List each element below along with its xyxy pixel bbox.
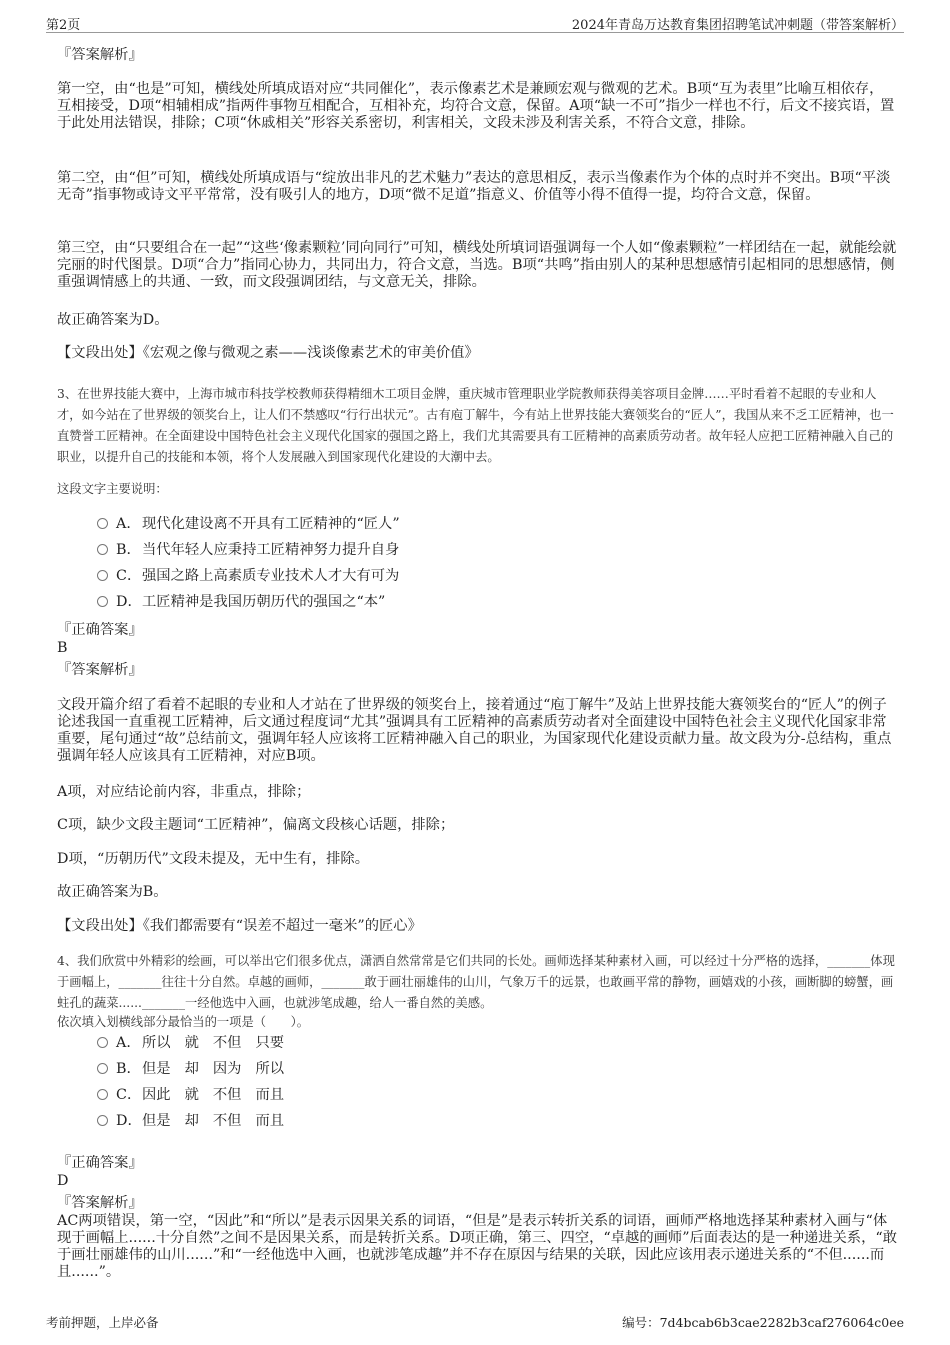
radio-button[interactable] [97, 518, 108, 529]
option-c-note: C项，缺少文段主题词“工匠精神”，偏离文段核心话题，排除； [57, 817, 455, 833]
correct-answer-value: B [57, 640, 68, 656]
source-citation: 【文段出处】《宏观之像与微观之素——浅谈像素艺术的审美价值》 [57, 345, 479, 361]
question-4-analysis: AC两项错误，第一空，“因此”和“所以”是表示因果关系的词语，“但是”是表示转折关系的词语，画师严格地选择某种素材入画与“体现于画幅上......十分自然”之间不是因果关系，而是转折关系。D项正确，第三、四空，“卓越的画师”后面表达的是一种递进关系，“敢于画壮丽雄伟的山川......”和“一经他选中入画，也就涉笔成趣”并不存在原因与结果的关联，因此应该用表示递进关系的“不但......而且......”。 [57, 1213, 897, 1280]
option-b[interactable]: B．但是 却 因为 所以 [97, 1059, 298, 1085]
radio-button[interactable] [97, 1037, 108, 1048]
radio-button[interactable] [97, 1115, 108, 1126]
analysis-paragraph-3: 第三空，由“只要组合在一起”“这些‘像素颗粒’同向同行”可知，横线处所填词语强调每一个人如“像素颗粒”一样团结在一起，就能绘就完丽的时代图景。D项“合力”指同心协力，共同出力，符合文意，当选。B项“共鸣”指由别人的某种思想感情引起相同的思想感情，侧重强调情感上的共通、一致，而文段强调团结，与文意无关，排除。 [57, 240, 897, 290]
answer-analysis-label: 『答案解析』 [57, 1195, 143, 1211]
option-a-note: A项，对应结论前内容，非重点，排除； [57, 784, 311, 800]
analysis-paragraph-2: 第二空，由“但”可知，横线处所填成语与“绽放出非凡的艺术魅力”表达的意思相反，表示当像素作为个体的点时并不突出。B项“平淡无奇”指事物或诗文平平常常，没有吸引人的地方，D项“微不足道”指意义、价值等小得不值得一提，均符合文意，保留。 [57, 170, 891, 203]
radio-button[interactable] [97, 570, 108, 581]
radio-button[interactable] [97, 596, 108, 607]
radio-button[interactable] [97, 544, 108, 555]
option-d[interactable]: D．工匠精神是我国历朝历代的强国之“本” [97, 592, 400, 618]
option-b[interactable]: B．当代年轻人应秉持工匠精神努力提升自身 [97, 540, 400, 566]
correct-answer-label: 『正确答案』 [57, 622, 143, 638]
question-4-prompt: 依次填入划横线部分最恰当的一项是（ ）。 [57, 1015, 310, 1029]
question-3-prompt: 这段文字主要说明： [57, 482, 168, 496]
option-a[interactable]: A．所以 就 不但 只要 [97, 1033, 298, 1059]
source-citation: 【文段出处】《我们都需要有“误差不超过一毫米”的匠心》 [57, 918, 422, 934]
conclusion: 故正确答案为B。 [57, 884, 168, 900]
analysis-paragraph-1: 第一空，由“也是”可知，横线处所填成语对应“共同催化”，表示像素艺术是兼顾宏观与微观的艺术。B项“互为表里”比喻互相依存，互相接受，D项“相辅相成”指两件事物互相配合，互相补充，均符合文意，保留。A项“缺一不可”指少一样也不行，后文不接宾语，置于此处用法错误，排除；C项“休戚相关”形容关系密切，利害相关，文段未涉及利害关系，不符合文意，排除。 [57, 81, 895, 131]
option-d[interactable]: D．但是 却 不但 而且 [97, 1111, 298, 1137]
question-4-options [97, 1033, 298, 1137]
document-code: 编号：7d4bcab6b3cae2282b3caf276064c0ee [622, 1315, 904, 1330]
question-3-stem: 3、在世界技能大赛中，上海市城市科技学校教师获得精细木工项目金牌，重庆城市管理职业学院教师获得美容项目金牌……平时看着不起眼的专业和人才，如今站在了世界级的领奖台上，让人们不禁感叹“行行出状元”。古有庖丁解牛，今有站上世界技能大赛领奖台的“匠人”，我国从来不乏工匠精神，也一直赞誉工匠精神。在全面建设中国特色社会主义现代化国家的强国之路上，我们尤其需要具有工匠精神的高素质劳动者。故年轻人应把工匠精神融入自己的职业，以提升自己的技能和本领，将个人发展融入到国家现代化建设的大潮中去。 [57, 387, 894, 464]
correct-answer-value: D [57, 1173, 69, 1189]
answer-analysis-label: 『答案解析』 [57, 47, 143, 63]
question-3-options [97, 514, 400, 618]
option-d-note: D项，“历朝历代”文段未提及，无中生有，排除。 [57, 851, 370, 867]
page-number: 第2页 [46, 18, 81, 33]
question-3-analysis: 文段开篇介绍了看着不起眼的专业和人才站在了世界级的领奖台上，接着通过“庖丁解牛”及站上世界技能大赛领奖台的“匠人”的例子论述我国一直重视工匠精神，后文通过程度词“尤其”强调具有工匠精神的高素质劳动者对全面建设中国特色社会主义现代化国家非常重要，尾句通过“故”总结前文，强调年轻人应该将工匠精神融入自己的职业，为国家现代化建设贡献力量。故文段为分-总结构，重点强调年轻人应该具有工匠精神，对应B项。 [57, 697, 892, 764]
option-c[interactable]: C．因此 就 不但 而且 [97, 1085, 298, 1111]
radio-button[interactable] [97, 1063, 108, 1074]
question-4-stem: 4、我们欣赏中外精彩的绘画，可以举出它们很多优点，潇洒自然常常是它们共同的长处。画师选择某种素材入画，可以经过十分严格的选择，_______体现于画幅上，_______往往十分自然。卓越的画师，_______敢于画壮丽雄伟的山川，气象万千的远景，也敢画平常的静物，画嬉戏的小孩，画断脚的螃蟹，画蛀孔的蔬菜......_______一经他选中入画，也就涉笔成趣，给人一番自然的美感。 [57, 954, 895, 1010]
footer-slogan: 考前押题，上岸必备 [46, 1315, 159, 1330]
radio-button[interactable] [97, 1089, 108, 1100]
correct-answer-label: 『正确答案』 [57, 1155, 143, 1171]
conclusion: 故正确答案为D。 [57, 312, 169, 328]
option-c[interactable]: C．强国之路上高素质专业技术人才大有可为 [97, 566, 400, 592]
option-a[interactable]: A．现代化建设离不开具有工匠精神的“匠人” [97, 514, 400, 540]
page-header [46, 10, 904, 33]
document-title: 2024年青岛万达教育集团招聘笔试冲刺题（带答案解析） [571, 18, 904, 33]
answer-analysis-label: 『答案解析』 [57, 662, 143, 678]
